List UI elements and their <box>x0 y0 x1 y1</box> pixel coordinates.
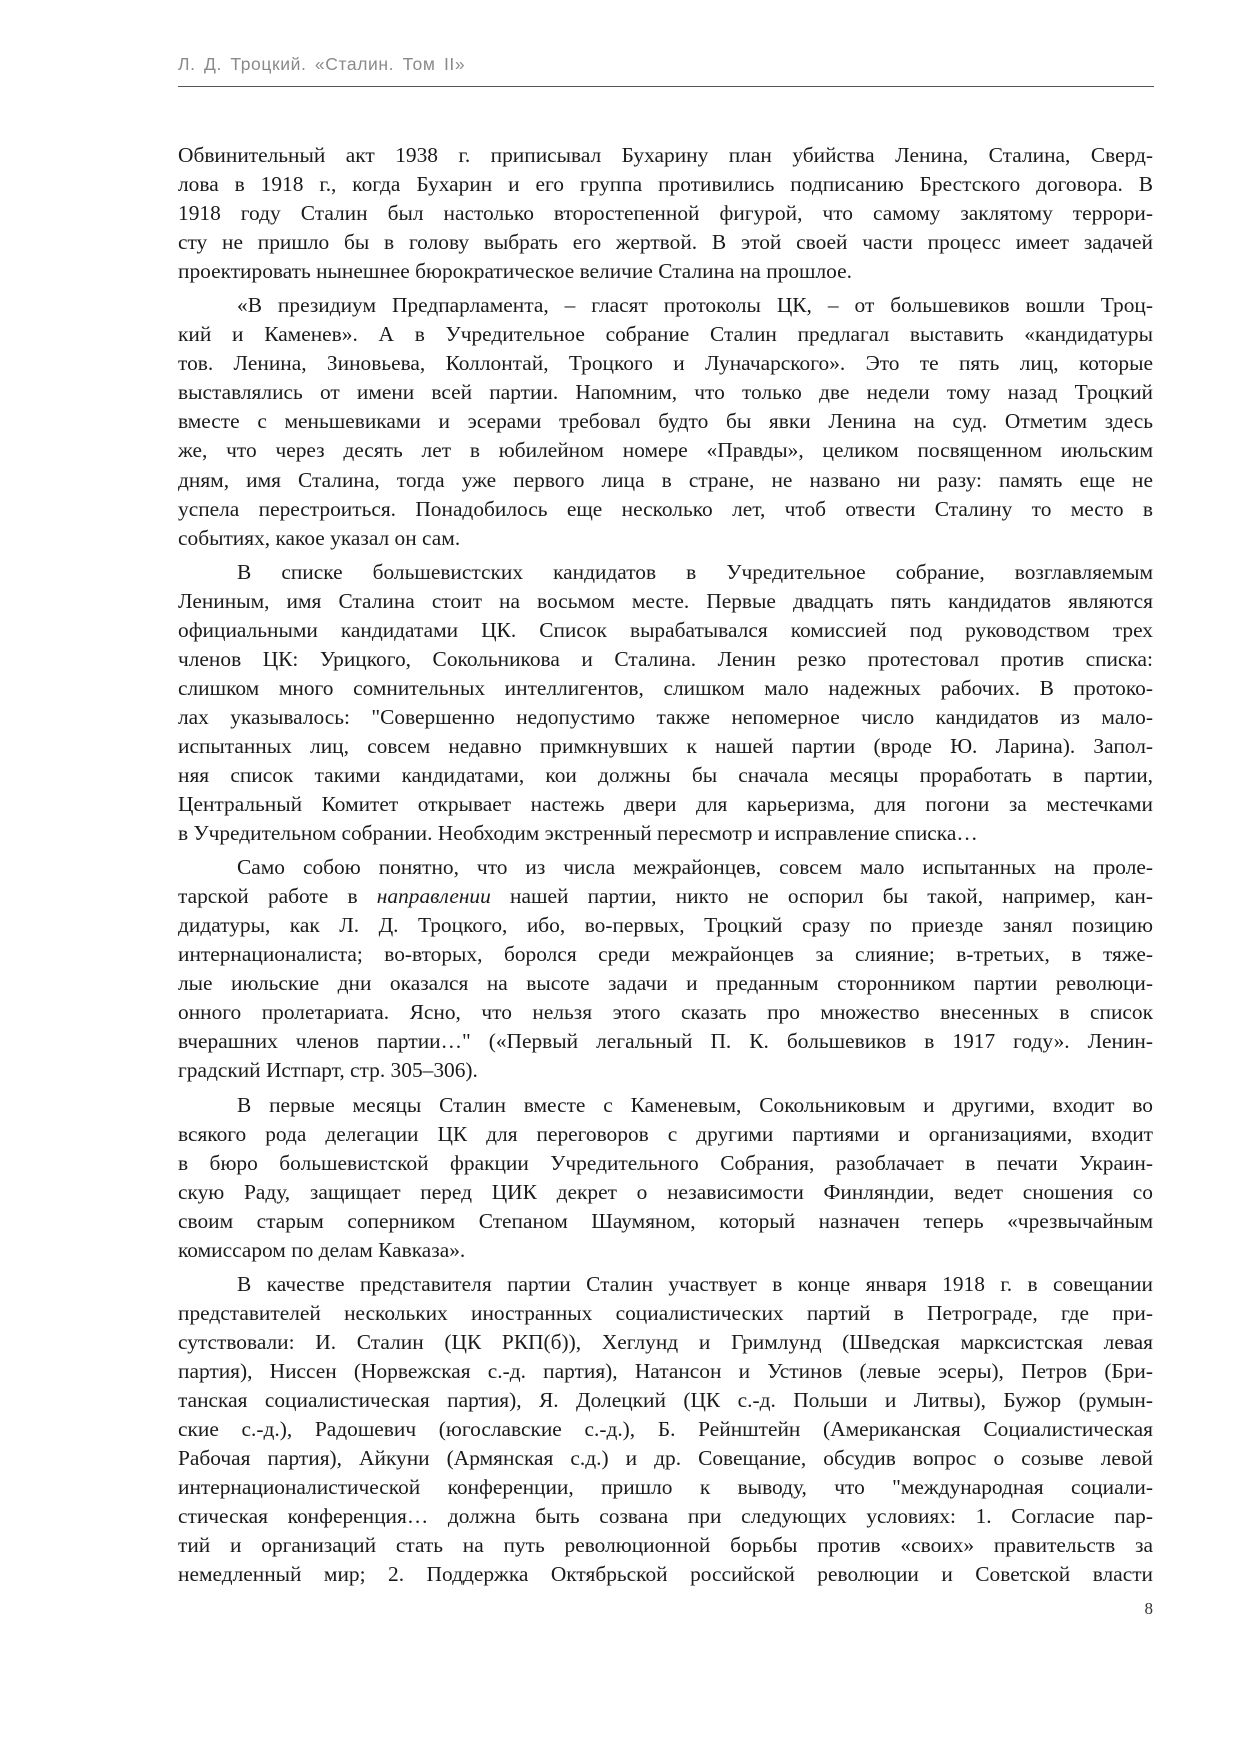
text-segment: тарской работе в <box>178 884 358 909</box>
page-number: 8 <box>1144 1599 1153 1618</box>
text-line: В первые месяцы Сталин вместе с Каменевым, Сокольниковым и другими, входит во <box>237 1092 1153 1117</box>
text-line: испытанных лиц, совсем недавно примкнувших к нашей партии (вроде Ю. Ларина). Запол- <box>178 733 1153 758</box>
text-line: В качестве представителя партии Сталин участвует в конце января 1918 г. в совещании <box>237 1271 1153 1296</box>
text-line: скую Раду, защищает перед ЦИК декрет о независимости Финляндии, ведет сношения со <box>178 1179 1153 1204</box>
text-line: в Учредительном собрании. Необходим экстренный пересмотр и исправление списка… <box>178 821 978 846</box>
text-line: 1918 году Сталин был настолько второстепенной фигурой, что самому заклятому террори- <box>178 201 1153 226</box>
text-line: выставлялись от имени всей партии. Напомним, что только две недели тому назад Троцкий <box>178 380 1153 405</box>
header-rule <box>178 86 1154 87</box>
text-line: интернационалистической конференции, пришло к выводу, что "международная социали- <box>178 1475 1153 1500</box>
text-line: своим старым соперником Степаном Шаумяном, который назначен теперь «чрезвычайным <box>178 1208 1153 1233</box>
text-line: тий и организаций стать на путь революционной борьбы против «своих» правительств за <box>178 1533 1153 1558</box>
text-line: в бюро большевистской фракции Учредительного Собрания, разоблачает в печати Украин- <box>178 1150 1153 1175</box>
text-line: интернационалиста; во-вторых, боролся среди межрайонцев за слияние; в-третьих, в тяже- <box>178 942 1153 967</box>
text-line: событиях, какое указал он сам. <box>178 525 461 550</box>
running-head: Л. Д. Троцкий. «Сталин. Том II» <box>178 54 466 74</box>
text-line: Лениным, имя Сталина стоит на восьмом месте. Первые двадцать пять кандидатов являются <box>178 588 1153 613</box>
text-line: официальными кандидатами ЦК. Список вырабатывался комиссией под руководством трех <box>178 617 1153 642</box>
text-line: тов. Ленина, Зиновьева, Коллонтай, Троцкого и Луначарского». Это те пять лиц, которые <box>178 351 1153 376</box>
text-line: комиссаром по делам Кавказа». <box>178 1237 466 1262</box>
text-line: лах указывалось: "Совершенно недопустимо также непомерное число кандидатов из мало- <box>178 704 1153 729</box>
text-segment: нашей партии, никто не оспорил бы такой, например, кан- <box>510 884 1153 909</box>
text-line: же, что через десять лет в юбилейном номере «Правды», целиком посвященном июльским <box>178 438 1153 463</box>
text-line: немедленный мир; 2. Поддержка Октябрьской российской революции и Советской власти <box>178 1562 1153 1587</box>
text-line: лые июльские дни оказался на высоте задачи и преданным сторонником партии революци- <box>178 971 1153 996</box>
text-line: танская социалистическая партия), Я. Долецкий (ЦК с.-д. Польши и Литвы), Бужор (румын- <box>178 1387 1153 1412</box>
text-line: представителей нескольких иностранных социалистических партий в Петрограде, где при- <box>178 1300 1153 1325</box>
text-line: Рабочая партия), Айкуни (Армянская с.д.) и др. Совещание, обсудив вопрос о созыве левой <box>178 1446 1153 1471</box>
text-line: сутствовали: И. Сталин (ЦК РКП(б)), Хеглунд и Гримлунд (Шведская марксистская левая <box>178 1329 1153 1354</box>
text-line: ские с.-д.), Радошевич (югославские с.-д.), Б. Рейнштейн (Американская Социалистическая <box>178 1417 1153 1442</box>
text-line <box>178 882 1153 911</box>
text-line: стическая конференция… должна быть созвана при следующих условиях: 1. Согласие пар- <box>178 1504 1153 1529</box>
text-line: вчерашних членов партии…" («Первый легальный П. К. большевиков в 1917 году». Ленин- <box>178 1029 1153 1054</box>
italic-word: направлении <box>376 884 491 909</box>
text-line: вместе с меньшевиками и эсерами требовал будто бы явки Ленина на суд. Отметим здесь <box>178 409 1153 434</box>
text-line: лова в 1918 г., когда Бухарин и его группа противились подписанию Брестского договора. В <box>178 172 1153 197</box>
text-line: членов ЦК: Урицкого, Сокольникова и Сталина. Ленин резко протестовал против списка: <box>178 646 1153 671</box>
text-line: партия), Ниссен (Норвежская с.-д. партия), Натансон и Устинов (левые эсеры), Петров (Бри- <box>178 1358 1153 1383</box>
text-line: дням, имя Сталина, тогда уже первого лица в стране, не названо ни разу: память еще не <box>178 467 1153 492</box>
text-line: няя список такими кандидатами, кои должны бы сначала месяцы проработать в партии, <box>178 762 1153 787</box>
text-line: всякого рода делегации ЦК для переговоров с другими партиями и организациями, входит <box>178 1121 1153 1146</box>
text-line: Обвинительный акт 1938 г. приписывал Бухарину план убийства Ленина, Сталина, Сверд- <box>178 143 1153 167</box>
text-line: Центральный Комитет открывает настежь двери для карьеризма, для погони за местечками <box>178 792 1153 817</box>
text-line: сту не пришло бы в голову выбрать его жертвой. В этой своей части процесс имеет задачей <box>178 230 1153 255</box>
text-line: градский Истпарт, стр. 305–306). <box>178 1058 478 1083</box>
body-text <box>178 141 1153 1589</box>
text-line: дидатуры, как Л. Д. Троцкого, ибо, во-первых, Троцкий сразу по приезде занял позицию <box>178 913 1153 938</box>
text-line: В списке большевистских кандидатов в Учредительное собрание, возглавляемым <box>237 559 1153 584</box>
text-line: кий и Каменев». А в Учредительное собрание Сталин предлагал выставить «кандидатуры <box>178 322 1153 347</box>
text-line: проектировать нынешнее бюрократическое величие Сталина на прошлое. <box>178 259 852 284</box>
text-line: успела перестроиться. Понадобилось еще несколько лет, чтоб отвести Сталину то место в <box>178 496 1153 521</box>
text-line: Само собою понятно, что из числа межрайонцев, совсем мало испытанных на проле- <box>237 855 1153 880</box>
text-line: «В президиум Предпарламента, – гласят протоколы ЦК, – от большевиков вошли Троц- <box>237 293 1153 318</box>
text-line: онного пролетариата. Ясно, что нельзя этого сказать про множество внесенных в список <box>178 1000 1153 1025</box>
text-line: слишком много сомнительных интеллигентов, слишком мало надежных рабочих. В протоко- <box>178 675 1153 700</box>
